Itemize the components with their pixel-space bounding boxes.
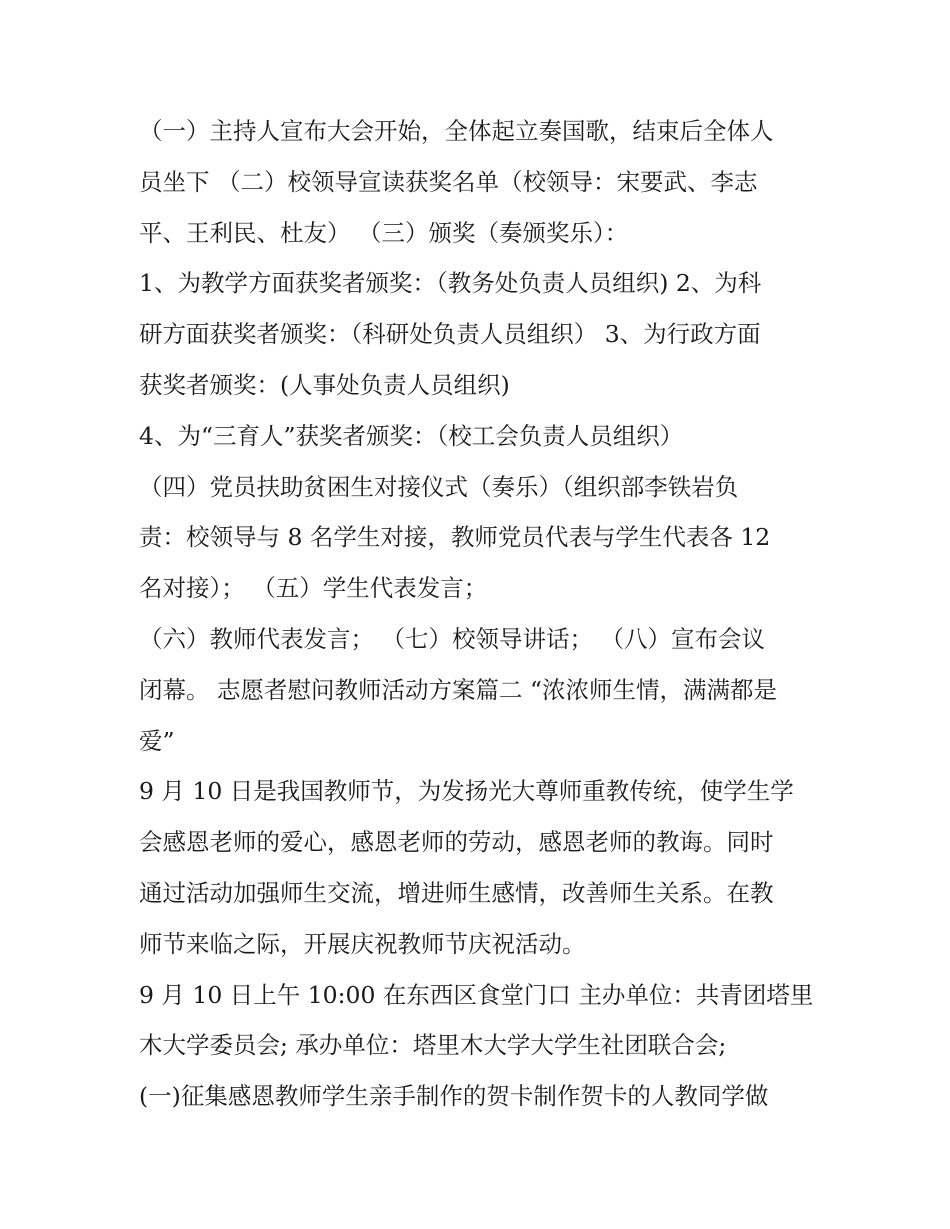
text-line: 9 月 10 日是我国教师节，为发扬光大尊师重教传统，使学生学 [139,777,794,806]
document-body [139,106,819,1122]
text-line: 责：校领导与 8 名学生对接，教师党员代表与学生代表各 12 [139,523,771,552]
text-line: 4、为“三育人”获奖者颁奖：（校工会负责人员组织） [139,421,684,450]
text-line: 研方面获奖者颁奖：（科研处负责人员组织） 3、为行政方面 [139,320,761,349]
text-line: （一）主持人宣布大会开始，全体起立奏国歌，结束后全体人 [139,117,774,145]
text-line: 木大学委员会; 承办单位：塔里木大学大学生社团联合会; [139,1031,727,1060]
text-line: (一)征集感恩教师学生亲手制作的贺卡制作贺卡的人教同学做 [139,1082,769,1111]
text-line: 会感恩老师的爱心，感恩老师的劳动，感恩老师的教诲。同时 [139,828,774,857]
text-line: 9 月 10 日上午 10:00 在东西区食堂门口 主办单位：共青团塔里 [139,980,814,1009]
text-line: 员坐下 （二）校领导宣读获奖名单（校领导：宋要武、李志 [139,167,758,196]
text-line: 通过活动加强师生交流，增进师生感情，改善师生关系。在教 [139,878,774,907]
text-line: 获奖者颁奖：(人事处负责人员组织) [139,370,510,399]
text-line: 闭幕。 志愿者慰问教师活动方案篇二 “浓浓师生情，满满都是 [139,675,777,704]
text-line: 师节来临之际，开展庆祝教师节庆祝活动。 [139,929,586,958]
text-line: （四）党员扶助贫困生对接仪式（奏乐）（组织部李铁岩负 [139,472,739,501]
text-line: 平、王利民、杜友） （三）颁奖（奏颁奖乐）： [139,218,629,247]
text-line: 名对接）； （五）学生代表发言； [139,574,488,603]
text-line: （六）教师代表发言； （七）校领导讲话； （八）宣布会议 [139,624,765,653]
text-line: 1、为教学方面获奖者颁奖：（教务处负责人员组织) 2、为科 [139,269,762,298]
text-line: 爱” [139,726,175,755]
